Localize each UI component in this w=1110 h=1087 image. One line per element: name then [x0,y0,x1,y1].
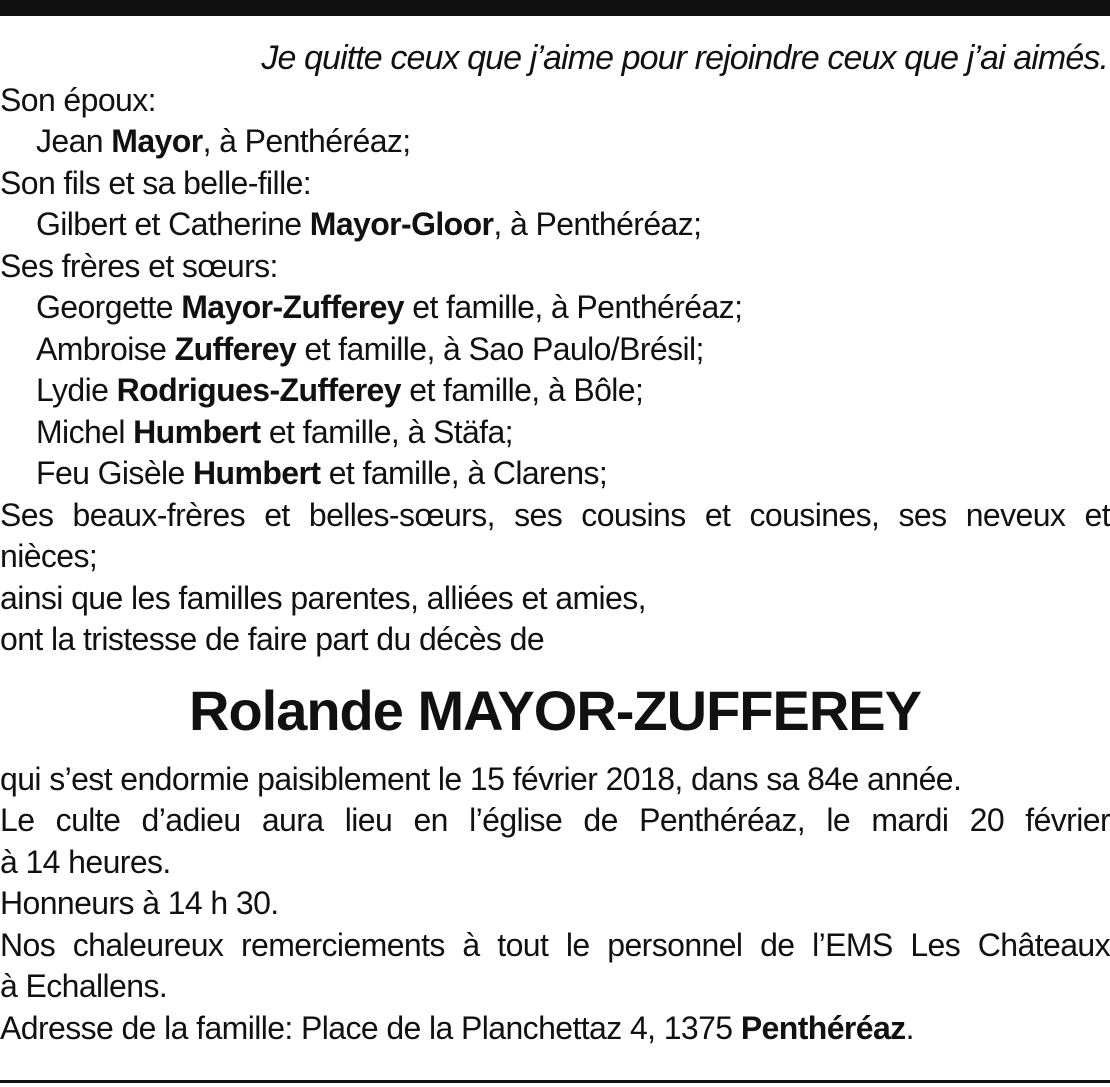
service-line-end: à 14 heures. [0,843,171,880]
member-surname: Rodrigues-Zufferey [116,372,401,408]
family-list [0,80,1110,495]
family-member [0,287,1110,329]
family-member [0,204,1110,246]
top-rule [0,0,1110,16]
thanks-line: Nos chaleureux remerciements à tout le personnel de l’EMS Les Châteaux [0,926,1110,963]
member-surname: Zufferey [174,330,297,367]
member-surname: Mayor [111,123,203,159]
member-given-name: Feu Gisèle [36,455,194,491]
member-given-name: Lydie [36,372,117,408]
thanks-line-end: à Echallens. [0,968,168,1004]
family-member [0,412,1110,454]
deceased-name: Rolande MAYOR-ZUFFEREY [189,678,921,742]
death-notice [0,38,1110,1049]
member-surname: Humbert [133,413,261,450]
epigraph: Je quitte ceux que j’aime pour rejoindre ceux que j’ai aimés. [261,39,1108,77]
passing-line: qui s’est endormie paisiblement le 15 février 2018, dans sa 84e année. [0,760,962,797]
family-member [0,370,1110,412]
allies-line: ainsi que les familles parentes, alliées et amies, [0,579,646,616]
family-address [0,1008,1110,1050]
announcement-line: ont la tristesse de faire part du décès de [0,621,545,657]
member-given-name: Jean [36,123,112,159]
family-heading: Son époux: [0,81,156,118]
member-location: , à Penthéréaz; [202,123,411,159]
member-surname: Mayor-Gloor [309,206,494,242]
family-member [0,121,1110,163]
member-given-name: Michel [36,413,134,450]
member-given-name: Gilbert et Catherine [36,206,310,242]
member-surname: Humbert [193,455,321,491]
member-location: et famille, à Sao Paulo/Brésil; [296,330,704,367]
member-given-name: Ambroise [36,330,175,367]
member-location: et famille, à Bôle; [400,372,644,408]
family-member [0,329,1110,371]
address-label: Adresse de la famille: Place de la Planchettaz 4, 1375 [0,1009,741,1046]
bottom-rule [0,1080,1110,1083]
family-heading: Son fils et sa belle-fille: [0,164,312,201]
extended-family-line: Ses beaux-frères et belles-sœurs, ses cousins et cousines, ses neveux et [0,496,1110,533]
address-end: . [905,1009,914,1046]
member-location: , à Penthéréaz; [493,206,702,242]
family-heading: Ses frères et sœurs: [0,247,278,284]
member-location: et famille, à Clarens; [320,455,608,491]
member-location: et famille, à Penthéréaz; [403,289,743,325]
member-surname: Mayor-Zufferey [181,289,404,325]
honours-line: Honneurs à 14 h 30. [0,885,279,921]
member-given-name: Georgette [36,289,182,325]
address-town: Penthéréaz [740,1009,906,1046]
service-line: Le culte d’adieu aura lieu en l’église de Penthéréaz, le mardi 20 février [0,802,1110,838]
member-location: et famille, à Stäfa; [260,413,513,450]
extended-family-line-end: nièces; [0,538,98,574]
family-member [0,453,1110,495]
